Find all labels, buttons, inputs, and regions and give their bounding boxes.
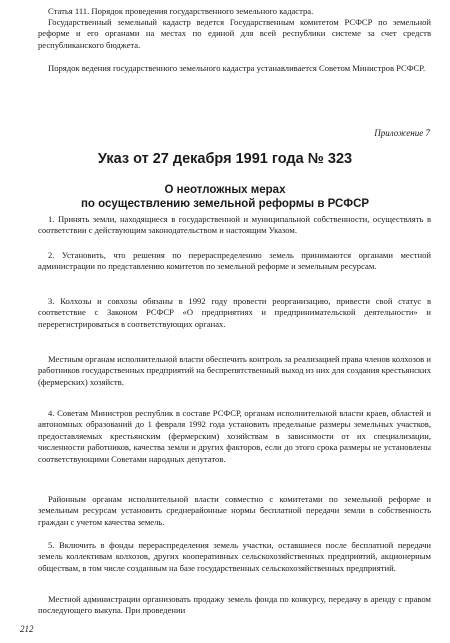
article-heading: Статья 111. Порядок проведения государственного земельного кадастра. (48, 6, 314, 16)
appendix-label: Приложение 7 (374, 128, 430, 138)
article-paragraph-1: Государственный земельный кадастр ведется Государственным комитетом РСФСР по земельной реформе и его органами на местах по единой для всей республики системе за счет средств республиканского бюджета. (38, 17, 431, 50)
decree-subtitle-line-1: О неотложных мерах (164, 184, 286, 196)
decree-title: Указ от 27 декабря 1991 года № 323 (97, 151, 353, 167)
decree-paragraph-3: 3. Колхозы и совхозы обязаны в 1992 году провести реорганизацию, привести свой статус в соответствие с Законом РСФСР «О предприятиях и предпринимательской деятельности» и перерегистрироваться в соответствующих органах. (38, 296, 431, 329)
decree-paragraph-5: 4. Советам Министров республик в составе РСФСР, органам исполнительной власти краев, областей и автономных образований до 1 февраля 1992 года установить предельные размеры земельных участков, предоставляемых крестьянским (фермерским) хозяйствам в зависимости от их специализации, численности работников, качества земли и других факторов, если до этого срока размеры не установлены соответствующими Советами народных депутатов. (38, 408, 431, 464)
decree-paragraph-2: 2. Установить, что решения по перераспределению земель принимаются органами местной администрации по представлению комитетов по земельной реформе и земельным ресурсам. (38, 250, 431, 272)
decree-paragraph-7: 5. Включить в фонды перераспределения земель участки, оставшиеся после бесплатной передачи земель коллективам колхозов, других кооперативных сельскохозяйственных предприятий, акционерным обществам, в том числе созданным на базе государственных сельскохозяйственных предприятий. (38, 540, 431, 573)
decree-paragraph-8: Местной администрации организовать продажу земель фонда по конкурсу, передачу в аренду с правом последующего выкупа. При проведении (38, 594, 431, 616)
decree-paragraph-1: 1. Принять земли, находящиеся в государственной и муниципальной собственности, осуществлять в соответствии с действующим законодательством и настоящим Указом. (38, 214, 431, 236)
decree-subtitle-line-2: по осуществлению земельной реформы в РСФСР (80, 198, 370, 210)
page-number: 212 (20, 624, 34, 634)
article-paragraph-2: Порядок ведения государственного земельного кадастра устанавливается Советом Министров РСФСР. (48, 63, 426, 73)
decree-subtitle (0, 183, 450, 211)
decree-paragraph-4: Местным органам исполнительной власти обеспечить контроль за реализацией права членов колхозов и работников государственных предприятий на беспрепятственный выход из них для создания крестьянских (фермерских) хозяйств. (38, 354, 431, 387)
decree-paragraph-6: Районным органам исполнительной власти совместно с комитетами по земельной реформе и земельным ресурсам установить среднерайонные нормы бесплатной передачи земли в собственность граждан с учетом качества земель. (38, 494, 431, 527)
